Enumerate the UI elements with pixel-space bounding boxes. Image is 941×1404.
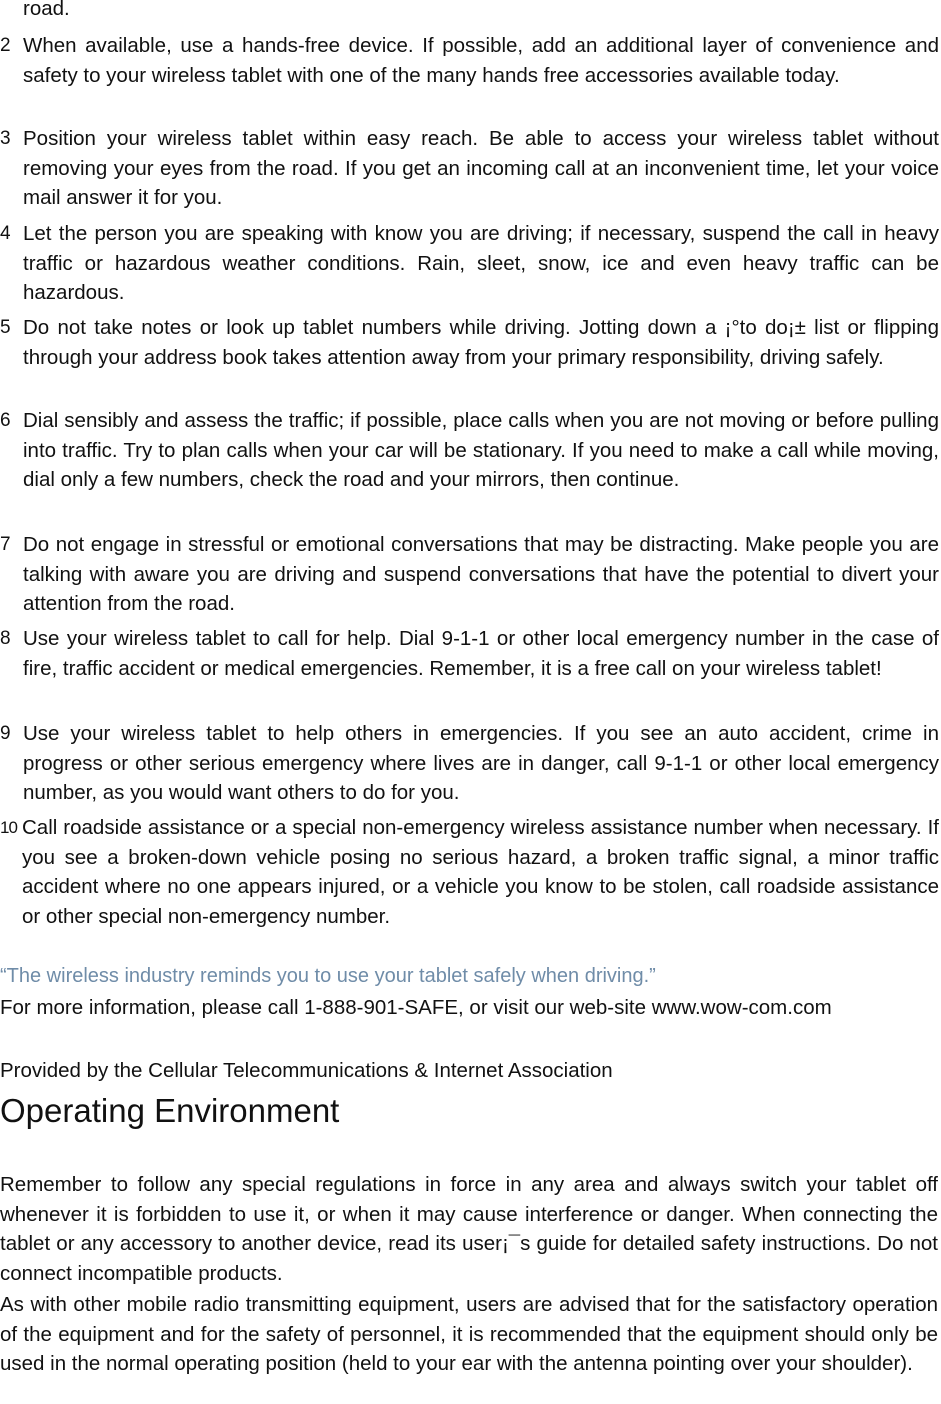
list-continuation: road. bbox=[23, 0, 70, 20]
list-item-text: Do not engage in stressful or emotional conversations that may be distracting. Make people you are talking with aware you are driving and suspend conversations that have the potential to divert your attention from the road. bbox=[23, 533, 939, 615]
more-info-text: For more information, please call 1-888-901-SAFE, or visit our web-site www.wow-com.com bbox=[0, 996, 832, 1019]
section-paragraph: Remember to follow any special regulations in force in any area and always switch your tablet off whenever it is forbidden to use it, or when it may cause interference or danger. When connecting the tablet or any accessory to another device, read its user¡¯s guide for detailed safety instructions. Do not connect incompatible products. bbox=[0, 1173, 938, 1285]
list-item-text: Call roadside assistance or a special non-emergency wireless assistance number when necessary. If you see a broken-down vehicle posing no serious hazard, a broken traffic signal, a minor traffic accident where no one appears injured, or a vehicle you know to be stolen, call roadside assistance or other special non-emergency number. bbox=[22, 816, 939, 928]
list-item bbox=[0, 219, 941, 308]
list-item-text: Position your wireless tablet within easy reach. Be able to access your wireless tablet without removing your eyes from the road. If you get an incoming call at an inconvenient time, let your voice mail answer it for you. bbox=[23, 127, 939, 209]
list-item-number: 2 bbox=[0, 35, 11, 56]
list-item bbox=[0, 719, 941, 808]
list-item bbox=[0, 31, 941, 90]
list-item-number: 3 bbox=[0, 128, 11, 149]
list-item bbox=[0, 624, 941, 683]
list-item-text: Dial sensibly and assess the traffic; if possible, place calls when you are not moving or before pulling into traffic. Try to plan calls when your car will be stationary. If you need to make a call while moving, dial only a few numbers, check the road and your mirrors, then continue. bbox=[23, 409, 939, 491]
list-item-number: 9 bbox=[0, 723, 11, 744]
list-item bbox=[0, 530, 941, 619]
list-item-number: 7 bbox=[0, 534, 11, 555]
list-item-text: Use your wireless tablet to call for help. Dial 9-1-1 or other local emergency number in the case of fire, traffic accident or medical emergencies. Remember, it is a free call on your wireless tablet! bbox=[23, 627, 939, 680]
safety-quote: “The wireless industry reminds you to use your tablet safely when driving.” bbox=[0, 965, 656, 987]
provided-by-text: Provided by the Cellular Telecommunications & Internet Association bbox=[0, 1059, 613, 1082]
list-item-number: 6 bbox=[0, 410, 11, 431]
list-item-number: 4 bbox=[0, 223, 11, 244]
list-item-text: Do not take notes or look up tablet numbers while driving. Jotting down a ¡°to do¡± list or flipping through your address book takes attention away from your primary responsibility, driving safely. bbox=[23, 316, 939, 369]
section-paragraph: As with other mobile radio transmitting equipment, users are advised that for the satisfactory operation of the equipment and for the safety of personnel, it is recommended that the equipment should only be used in the normal operating position (held to your ear with the antenna pointing over your shoulder). bbox=[0, 1293, 938, 1375]
list-item bbox=[0, 124, 941, 213]
list-item bbox=[0, 406, 941, 495]
list-item bbox=[0, 313, 941, 372]
list-item-text: When available, use a hands-free device. If possible, add an additional layer of convenience and safety to your wireless tablet with one of the many hands free accessories available today. bbox=[23, 34, 939, 87]
list-item bbox=[0, 813, 941, 931]
list-item-text: Let the person you are speaking with know you are driving; if necessary, suspend the call in heavy traffic or hazardous weather conditions. Rain, sleet, snow, ice and even heavy traffic can be hazardous. bbox=[23, 222, 939, 304]
list-item-text: Use your wireless tablet to help others in emergencies. If you see an auto accident, crime in progress or other serious emergency where lives are in danger, call 9-1-1 or other local emergency number, as you would want others to do for you. bbox=[23, 722, 939, 804]
list-item-number: 10 bbox=[0, 818, 17, 837]
list-item-number: 8 bbox=[0, 628, 11, 649]
list-item-number: 5 bbox=[0, 317, 11, 338]
section-title: Operating Environment bbox=[0, 1092, 340, 1129]
